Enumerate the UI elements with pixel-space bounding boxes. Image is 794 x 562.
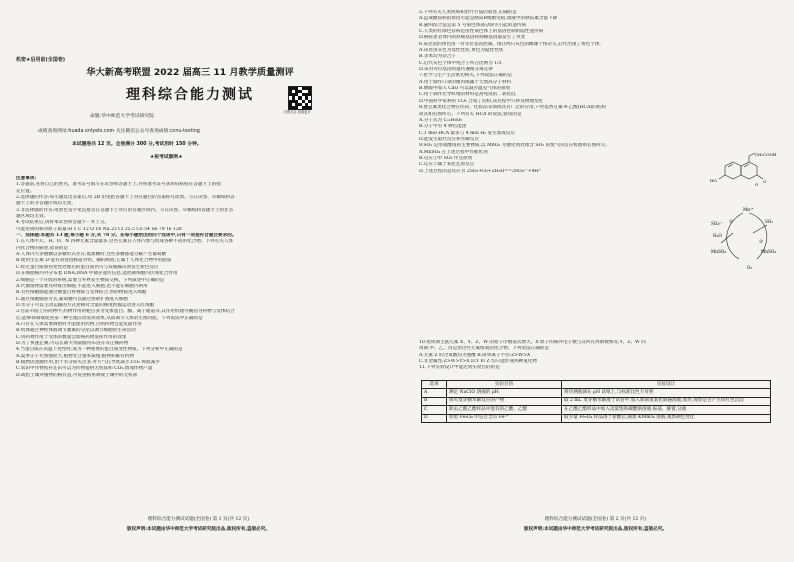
hca-hydroxyl-label: HO — [710, 178, 717, 183]
oxygen-label: O₂ — [747, 265, 753, 270]
page-footer: 理科综合能力测试试题(全国卷) 第 2 页(共 12 页) — [544, 517, 647, 522]
table-row — [422, 414, 771, 422]
step-two-label: ② — [759, 240, 764, 245]
text-line: 11.下列实验设计中能达到实验目的的是 — [419, 365, 500, 371]
table-cell: B — [422, 397, 447, 405]
text-line: 题区域均无效。 — [16, 214, 49, 220]
table-cell: 探究麦芽糖水解反应的产物 — [447, 397, 562, 405]
table-cell: C — [422, 406, 447, 414]
text-line: D.癌症患者体内的原癌基因和抑癌基因都发生了突变 — [419, 35, 526, 41]
mnso4-left-label: MnSO₄ — [711, 249, 726, 254]
experiment-table — [421, 380, 771, 423]
text-line: B.使用生长素 D 能有效促进肠道对钙、磷的吸收,它属于人体化合物中的脂质 — [16, 258, 172, 264]
text-line: 4.考试结束后,请将本试卷和答题卡一并上交。 — [16, 220, 110, 226]
text-line: A.分子式为 C₁₁H₈O₅ — [419, 117, 463, 123]
exam-info-line: 本试题卷共 12 页。全卷满分 300 分,考试用时 150 分钟。 — [72, 142, 202, 147]
text-line: B.植物因蒸腾作用,由于水分损失过多,叶片气孔导度减小,CO₂ 吸收减少 — [16, 359, 160, 365]
text-line: C.通过细胞膜的方式,葡萄糖可以通过协助扩散进入细胞 — [16, 296, 128, 302]
text-line: 1.在人体中,C、H、O、N 四种元素含量最多,这些元素在人体内参与组成各种不同的化合物。下列有关人体 — [16, 239, 234, 245]
hca-side-chain-label: CH₂COOH — [755, 152, 777, 157]
text-line: C.经过蛋白质加热变性处理后的蛋白质仍可与双缩脲试剂发生紫色反应 — [16, 264, 159, 270]
text-line: D.水分子可以主动运输的方式逆相对含量的梯度跨膜运动进入红细胞 — [16, 302, 155, 308]
good-luck-line: ★祝考试顺利★ — [150, 155, 183, 160]
exam-title: 华大新高考联盟 2022 届高三 11 月教学质量测评 — [86, 67, 294, 78]
svg-text:SO₂: SO₂ — [765, 219, 773, 224]
text-line: C.1 mol HCA 最多与 4 mol H₂ 发生加成反应 — [419, 130, 516, 136]
table-header-cell: 选项 — [422, 381, 447, 389]
text-line: 6.某昆虫的体色由一对等位基因控制。现让两只灰色的雌雄个体杂交,后代出现了黄色个体, — [419, 41, 601, 47]
text-line: B.分子中有 4 种官能团 — [419, 124, 467, 130]
text-line: 2.细胞是一个开放的系统,需要与外界发生物质交换。下列叙述中正确的是 — [16, 277, 165, 283]
table-row — [422, 389, 771, 397]
text-line: A.用于制作口罩的聚丙烯属于天然高分子材料 — [419, 79, 512, 85]
text-line: 3.目前市面上的药物中,药物作用的靶点多为受体蛋白、酶、离子通道等,其作用机理可概括为药物与受体结合 — [16, 309, 235, 315]
table-cell: 取少量 Fe₃O₄ 样品溶于盐酸后,滴加 KMnO₄ 溶液,观察颜色变化 — [562, 414, 771, 422]
qr-code-icon — [288, 86, 312, 110]
table-cell: 检验 Fe₃O₄ 中是否含有 Fe²⁺ — [447, 414, 562, 422]
text-line: B.猫叫综合征是第 5 号染色体部分缺失引起的遗传病 — [419, 22, 527, 28]
text-line: 7.化学与生产生活密切相关,下列说法正确的是 — [419, 73, 513, 79]
text-line: 4.当蛋白质在高温下变性时,成为一种重要的蛋白质变性物质。下列分析中正确的是 — [16, 347, 183, 353]
author-line: 命题:华中师范大学考试研究院 — [90, 114, 154, 119]
text-line: B.亲本均为杂合子 — [419, 54, 456, 60]
text-line: D.在细胞核内外分布着 DNA,DNA 中储存遗传信息,能控制细胞内区域化合作用 — [16, 271, 178, 277]
page-footer: 理科综合能力测试试题(全国卷) 第 1 页(共 12 页) — [147, 517, 250, 522]
text-line: 可能用到的相对原子质量:H 1 C 12 O 16 Na 23 Cl 35.5 Co 54 Se 79 Te 128 — [16, 226, 182, 232]
copyright-note: 版权声明:本试题由华中师范大学考试研究院出品,版权所有,盗版必究。 — [126, 527, 271, 532]
text-line: D.上述过程的总反应为 2SO₂+O₂+2H₂O==2SO₄²⁻+4H⁺ — [419, 168, 542, 174]
text-line: D.中国科学家利用 CO₂ 合成了淀粉,该过程中只涉及物理变化 — [419, 98, 544, 104]
table-cell: 将待测液滴在 pH 试纸上,与标准比色卡对照 — [562, 389, 771, 397]
text-line: C.农田中作物秸秆还田可以为作物提供无机盐和 CO₂,增加作物产量 — [16, 366, 153, 372]
step-one-label: ① — [729, 220, 734, 225]
table-header-row — [422, 381, 771, 389]
text-line: 9.SO₂ 是形成酸雨的主要物质,以 MnO₂ 为催化剂处理含 SO₂ 的废气的反应机理如右图所示。 — [419, 143, 610, 149]
text-line: A.MnSO₄ 在上述过程中作催化剂 — [419, 149, 488, 155]
text-line: 5.下列有关人类疾病和治疗方法的叙述,正确的是 — [419, 10, 517, 15]
sulfate-label: SO₄²⁻ — [711, 221, 723, 226]
text-line: 后,能够抑制或促进某一种生理活动发挥效果,从而调节人体的生理功能。下列说法中正确的是 — [16, 315, 203, 321]
text-line: C.反应②属于氧化还原反应 — [419, 162, 475, 168]
svg-text:O: O — [763, 179, 767, 184]
score-query-line: 成绩查询网址:huada.onlyets.com 关注微信公众号查询成绩:ccnu-testing — [38, 129, 200, 134]
table-cell: A — [422, 389, 447, 397]
text-line: A.代谢废物需要及时排出细胞,不能进入细胞,也不能在细胞内利用 — [16, 283, 148, 289]
page1-body — [16, 176, 386, 379]
text-line: A.夏季正午光照强度大,植物光合速率减慢,植物积累有机物 — [16, 353, 134, 359]
copyright-note: 版权声明:本试题由华中师范大学考试研究院出品,版权所有,盗版必究。 — [523, 527, 668, 532]
text-line: 内化合物的描述,错误的是 — [16, 245, 68, 251]
text-line: 题卡上的非答题区域均无效。 — [16, 201, 76, 207]
hca-structure-figure — [703, 152, 783, 192]
mn-ion-label: Mn²⁺ — [743, 207, 754, 212]
text-line: 周期,甲、乙、丙是由这些元素组成的化合物。下列说法正确的是 — [419, 346, 550, 352]
text-line: A.人体内大多数糖以多糖形式存在,低血糖时,这些多糖都能分解产生葡萄糖 — [16, 252, 167, 258]
text-line: A.造成糖尿病的原因可能是胰岛B细胞受损,血液中的胰岛素含量下降 — [419, 16, 558, 22]
text-line: 注意事项: — [16, 176, 37, 181]
text-line: D.为了快速止痛,可以长期大剂量服用布洛芬等止痛药物 — [16, 340, 129, 346]
table-row — [422, 406, 771, 414]
confidential-mark: 机密★启用前(全国卷) — [16, 57, 66, 63]
text-line: C.用药物作用于受体的数量会影响药物发挥作用的效果 — [16, 334, 127, 340]
text-line: 10.短周期主族元素 X、Y、Z、W 的原子序数依次增大。X 原子的核外电子数与其所在周期数相等,Y、Z、W 同 — [419, 340, 646, 345]
reaction-cycle-figure — [709, 203, 785, 273]
svg-text:O: O — [755, 182, 759, 187]
text-line: A.元素 Z 的含氧酸均为强酸 B.简单离子半径:Z>W>X — [419, 352, 531, 358]
water-label: H₂O — [713, 233, 722, 238]
text-line: 2.选择题的作答:每小题选出答案后,用 2B 铅笔把答题卡上对应题目的答案标号涂黑。写在试卷、草稿纸和答 — [16, 195, 235, 201]
text-line: A.该昆虫灰色为显性性状,黄色为隐性性状 — [419, 48, 504, 54]
text-line: 定位置。 — [16, 188, 35, 194]
exam-page-2 — [397, 0, 794, 562]
table-cell: 取 2 mL 麦芽糖水解液于试管中,加入新制氢氧化铜悬浊液,加热,观察是否产生砖红色沉淀 — [562, 397, 771, 405]
text-line: B.机体通过神经体液调节激素的分泌以调节细胞的生命活动 — [16, 328, 136, 334]
section-heading: 一、选择题:本题共 13 题,每小题 6 分,共 78 分。在每小题给出的四个选项中,只有一项是符合题目要求的。 — [16, 233, 237, 239]
subject-title: 理科综合能力测试 — [126, 87, 254, 103]
table-cell: 除去乙醛乙酯样品中混有的乙酸、乙醇 — [447, 406, 562, 414]
text-line: C.非金属性:Z>W>Y>X D.Y 和 Z 均只能形成两种氢化物 — [419, 359, 538, 365]
text-line: 8.香豆素类化合物在医药、化妆品等领域具有广泛的应用,7-羟基香豆素-4-乙酸(HCA)的结构 — [419, 105, 606, 111]
page2-body-top — [419, 10, 679, 175]
page2-body-q10 — [419, 340, 781, 372]
text-line: D.能发生取代反应和水解反应 — [419, 136, 480, 142]
text-line: B.有些细胞膜能通过糖蛋白将物质与受体结合,帮助物质进入细胞 — [16, 290, 147, 296]
text-line: 3.非选择题的作答:用黑色签字笔直接答在答题卡上对应的答题区域内。写在试卷、草稿纸和答题卡上的非答 — [16, 207, 234, 213]
table-row — [422, 397, 771, 405]
table-cell: 在乙酸乙酯样品中加入适量饱和碳酸钠溶液,振荡、静置,分液 — [562, 406, 771, 414]
table-cell: D — [422, 414, 447, 422]
table-cell: 测定 NaClO 溶液的 pH — [447, 389, 562, 397]
text-line: D.疏松土壤对植物的根有益,可促进根系吸收土壤中的无机盐 — [16, 372, 138, 378]
text-line: 简式如右图所示。下列有关 HCA 的说法,错误的是 — [419, 111, 522, 117]
table-header-cell: 实验目的 — [447, 381, 562, 389]
text-line: B.燃煤中加入 CaO 可以减少温室气体的排放 — [419, 86, 511, 92]
text-line: B.反应①中 SO₂ 作还原剂 — [419, 155, 473, 161]
text-line: C.用于制作光导纤维的材料是高纯度的二氧化硅 — [419, 92, 516, 98]
text-line: D.该对等位基因的遗传遵循分离定律 — [419, 67, 493, 73]
svg-text:MnSO₄: MnSO₄ — [761, 249, 776, 254]
text-line: C.人类的红绿色盲病是由性染色体上的基因控制的隐性遗传病 — [419, 29, 544, 35]
text-line: C.后代灰色个体中纯合子所占比例为 1/3 — [419, 60, 502, 66]
text-line: 1.答题前,先将自己的姓名、准考证号填写在试卷和答题卡上,并将准考证号条形码粘贴在答题卡上的指 — [16, 182, 221, 188]
table-header-cell: 实验设计 — [562, 381, 771, 389]
qr-caption: 扫码关注 查看更多 — [284, 110, 311, 114]
text-line: A.只有在人体需要调整时才能使用药物,否则药物会起负面作用 — [16, 321, 142, 327]
